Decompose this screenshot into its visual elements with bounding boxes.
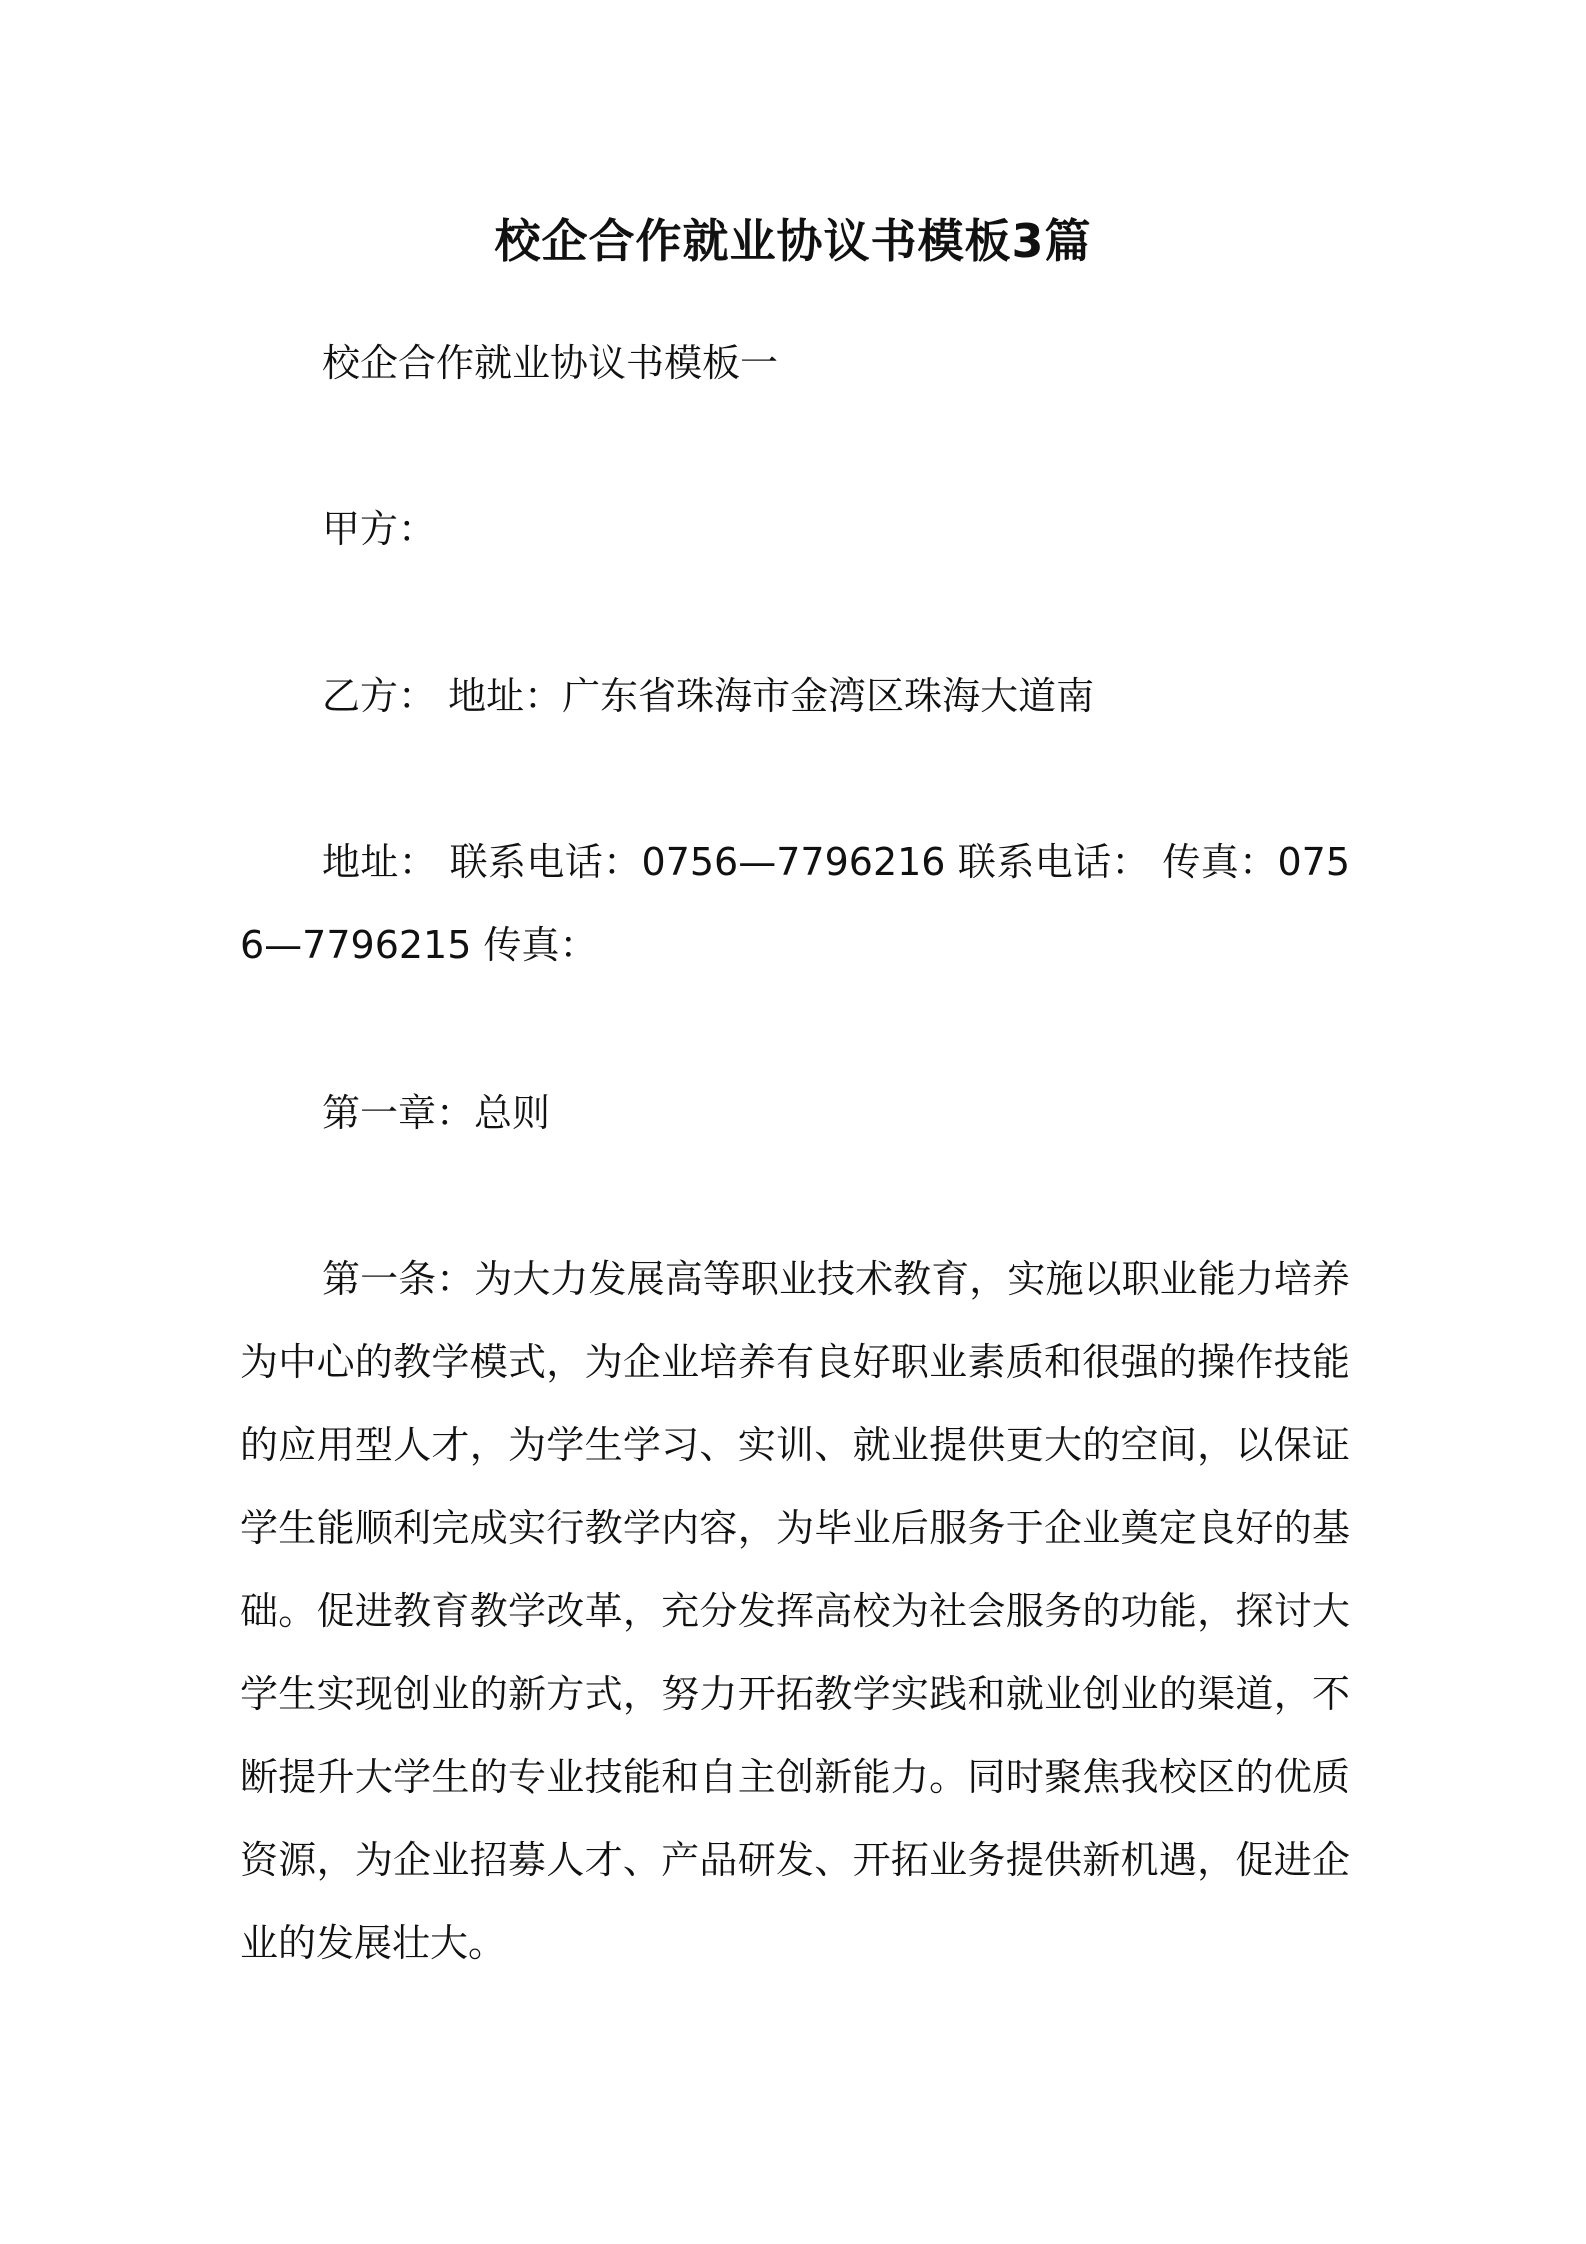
contact-info-paragraph: 地址： 联系电话：0756—7796216 联系电话： 传真：0756—7796215 传真： xyxy=(240,840,1350,967)
chapter-heading: 第一章：总则 xyxy=(322,1091,551,1135)
template-subtitle: 校企合作就业协议书模板一 xyxy=(322,341,779,385)
article-1-paragraph: 第一条：为大力发展高等职业技术教育，实施以职业能力培养为中心的教学模式，为企业培养有良好职业素质和很强的操作技能的应用型人才，为学生学习、实训、就业提供更大的空间，以保证学生能顺利完成实行教学内容，为毕业后服务于企业奠定良好的基础。促进教育教学改革，充分发挥高校为社会服务的功能，探讨大学生实现创业的新方式，努力开拓教学实践和就业创业的渠道，不断提升大学生的专业技能和自主创新能力。同时聚焦我校区的优质资源，为企业招募人才、产品研发、开拓业务提供新机遇，促进企业的发展壮大。 xyxy=(240,1257,1350,1965)
document-title: 校企合作就业协议书模板3篇 xyxy=(494,214,1092,268)
party-a-line: 甲方： xyxy=(322,507,437,551)
party-b-address-line: 乙方： 地址：广东省珠海市金湾区珠海大道南 xyxy=(322,674,1095,718)
